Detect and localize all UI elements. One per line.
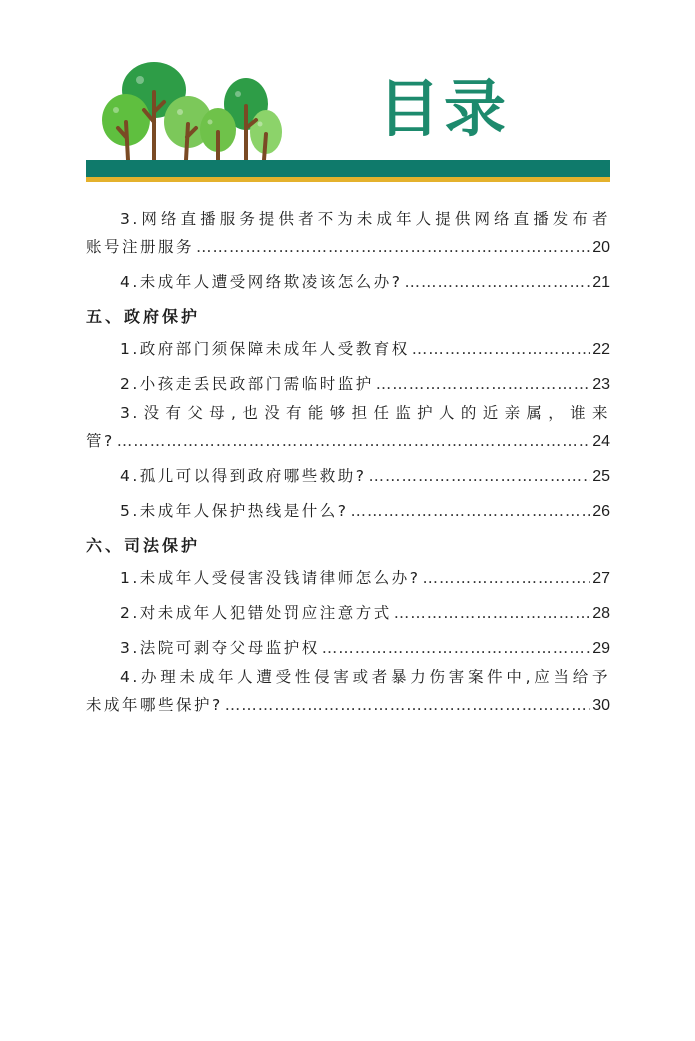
toc-entry-text: 2.对未成年人犯错处罚应注意方式	[120, 604, 392, 622]
leader-dots	[423, 564, 591, 592]
toc-entry-text: 3.没有父母,也没有能够担任监护人的近亲属，谁来	[120, 404, 610, 422]
toc-entry-text: 2.小孩走丢民政部门需临时监护	[120, 375, 374, 393]
toc-entry[interactable]	[86, 497, 610, 526]
toc-entry[interactable]	[86, 399, 610, 456]
leader-dots	[376, 370, 590, 398]
toc-entry-text: 3.网络直播服务提供者不为未成年人提供网络直播发布者	[120, 210, 610, 228]
trees-illustration	[96, 62, 286, 166]
page-number: 27	[592, 570, 610, 587]
toc-entry[interactable]	[86, 462, 610, 491]
table-of-contents	[86, 205, 610, 720]
page-title: 目录	[378, 72, 511, 145]
toc-entry-text: 5.未成年人保护热线是什么?	[120, 502, 349, 520]
page-number: 23	[592, 376, 610, 393]
toc-entry-text-cont: 账号注册服务	[86, 238, 195, 256]
toc-entry-text: 4.孤儿可以得到政府哪些救助?	[120, 467, 367, 485]
toc-entry-text: 4.办理未成年人遭受性侵害或者暴力伤害案件中,应当给予	[120, 668, 610, 686]
leader-dots	[369, 462, 591, 490]
leader-dots	[394, 599, 590, 627]
leader-dots	[322, 634, 590, 662]
toc-entry[interactable]	[86, 268, 610, 297]
leader-dots	[225, 691, 590, 719]
toc-entry-text: 4.未成年人遭受网络欺凌该怎么办?	[120, 273, 403, 291]
page-number: 20	[592, 239, 610, 256]
page-number: 25	[592, 468, 610, 485]
header-band-gold	[86, 177, 610, 182]
leader-dots	[196, 233, 590, 261]
leader-dots	[117, 427, 590, 455]
section-heading: 六、司法保护	[86, 536, 201, 555]
toc-entry[interactable]	[86, 634, 610, 663]
page-number: 24	[592, 433, 610, 450]
toc-entry[interactable]	[86, 370, 610, 399]
toc-entry-text: 1.政府部门须保障未成年人受教育权	[120, 340, 410, 358]
toc-entry-text-cont: 未成年哪些保护?	[86, 696, 223, 714]
leader-dots	[405, 268, 591, 296]
toc-entry-text: 1.未成年人受侵害没钱请律师怎么办?	[120, 569, 421, 587]
toc-entry[interactable]	[86, 335, 610, 364]
section-heading: 五、政府保护	[86, 307, 201, 326]
page-number: 29	[592, 640, 610, 657]
leader-dots	[412, 335, 590, 363]
toc-entry[interactable]	[86, 599, 610, 628]
header-band-teal	[86, 160, 610, 177]
header	[0, 0, 695, 190]
page-number: 30	[592, 697, 610, 714]
toc-entry[interactable]	[86, 564, 610, 593]
page-number: 22	[592, 341, 610, 358]
page-number: 26	[592, 503, 610, 520]
toc-entry[interactable]	[86, 663, 610, 720]
toc-entry-text: 3.法院可剥夺父母监护权	[120, 639, 320, 657]
leader-dots	[351, 497, 591, 525]
toc-entry-text-cont: 管?	[86, 432, 115, 450]
toc-entry[interactable]	[86, 205, 610, 262]
page-number: 21	[592, 274, 610, 291]
page-number: 28	[592, 605, 610, 622]
